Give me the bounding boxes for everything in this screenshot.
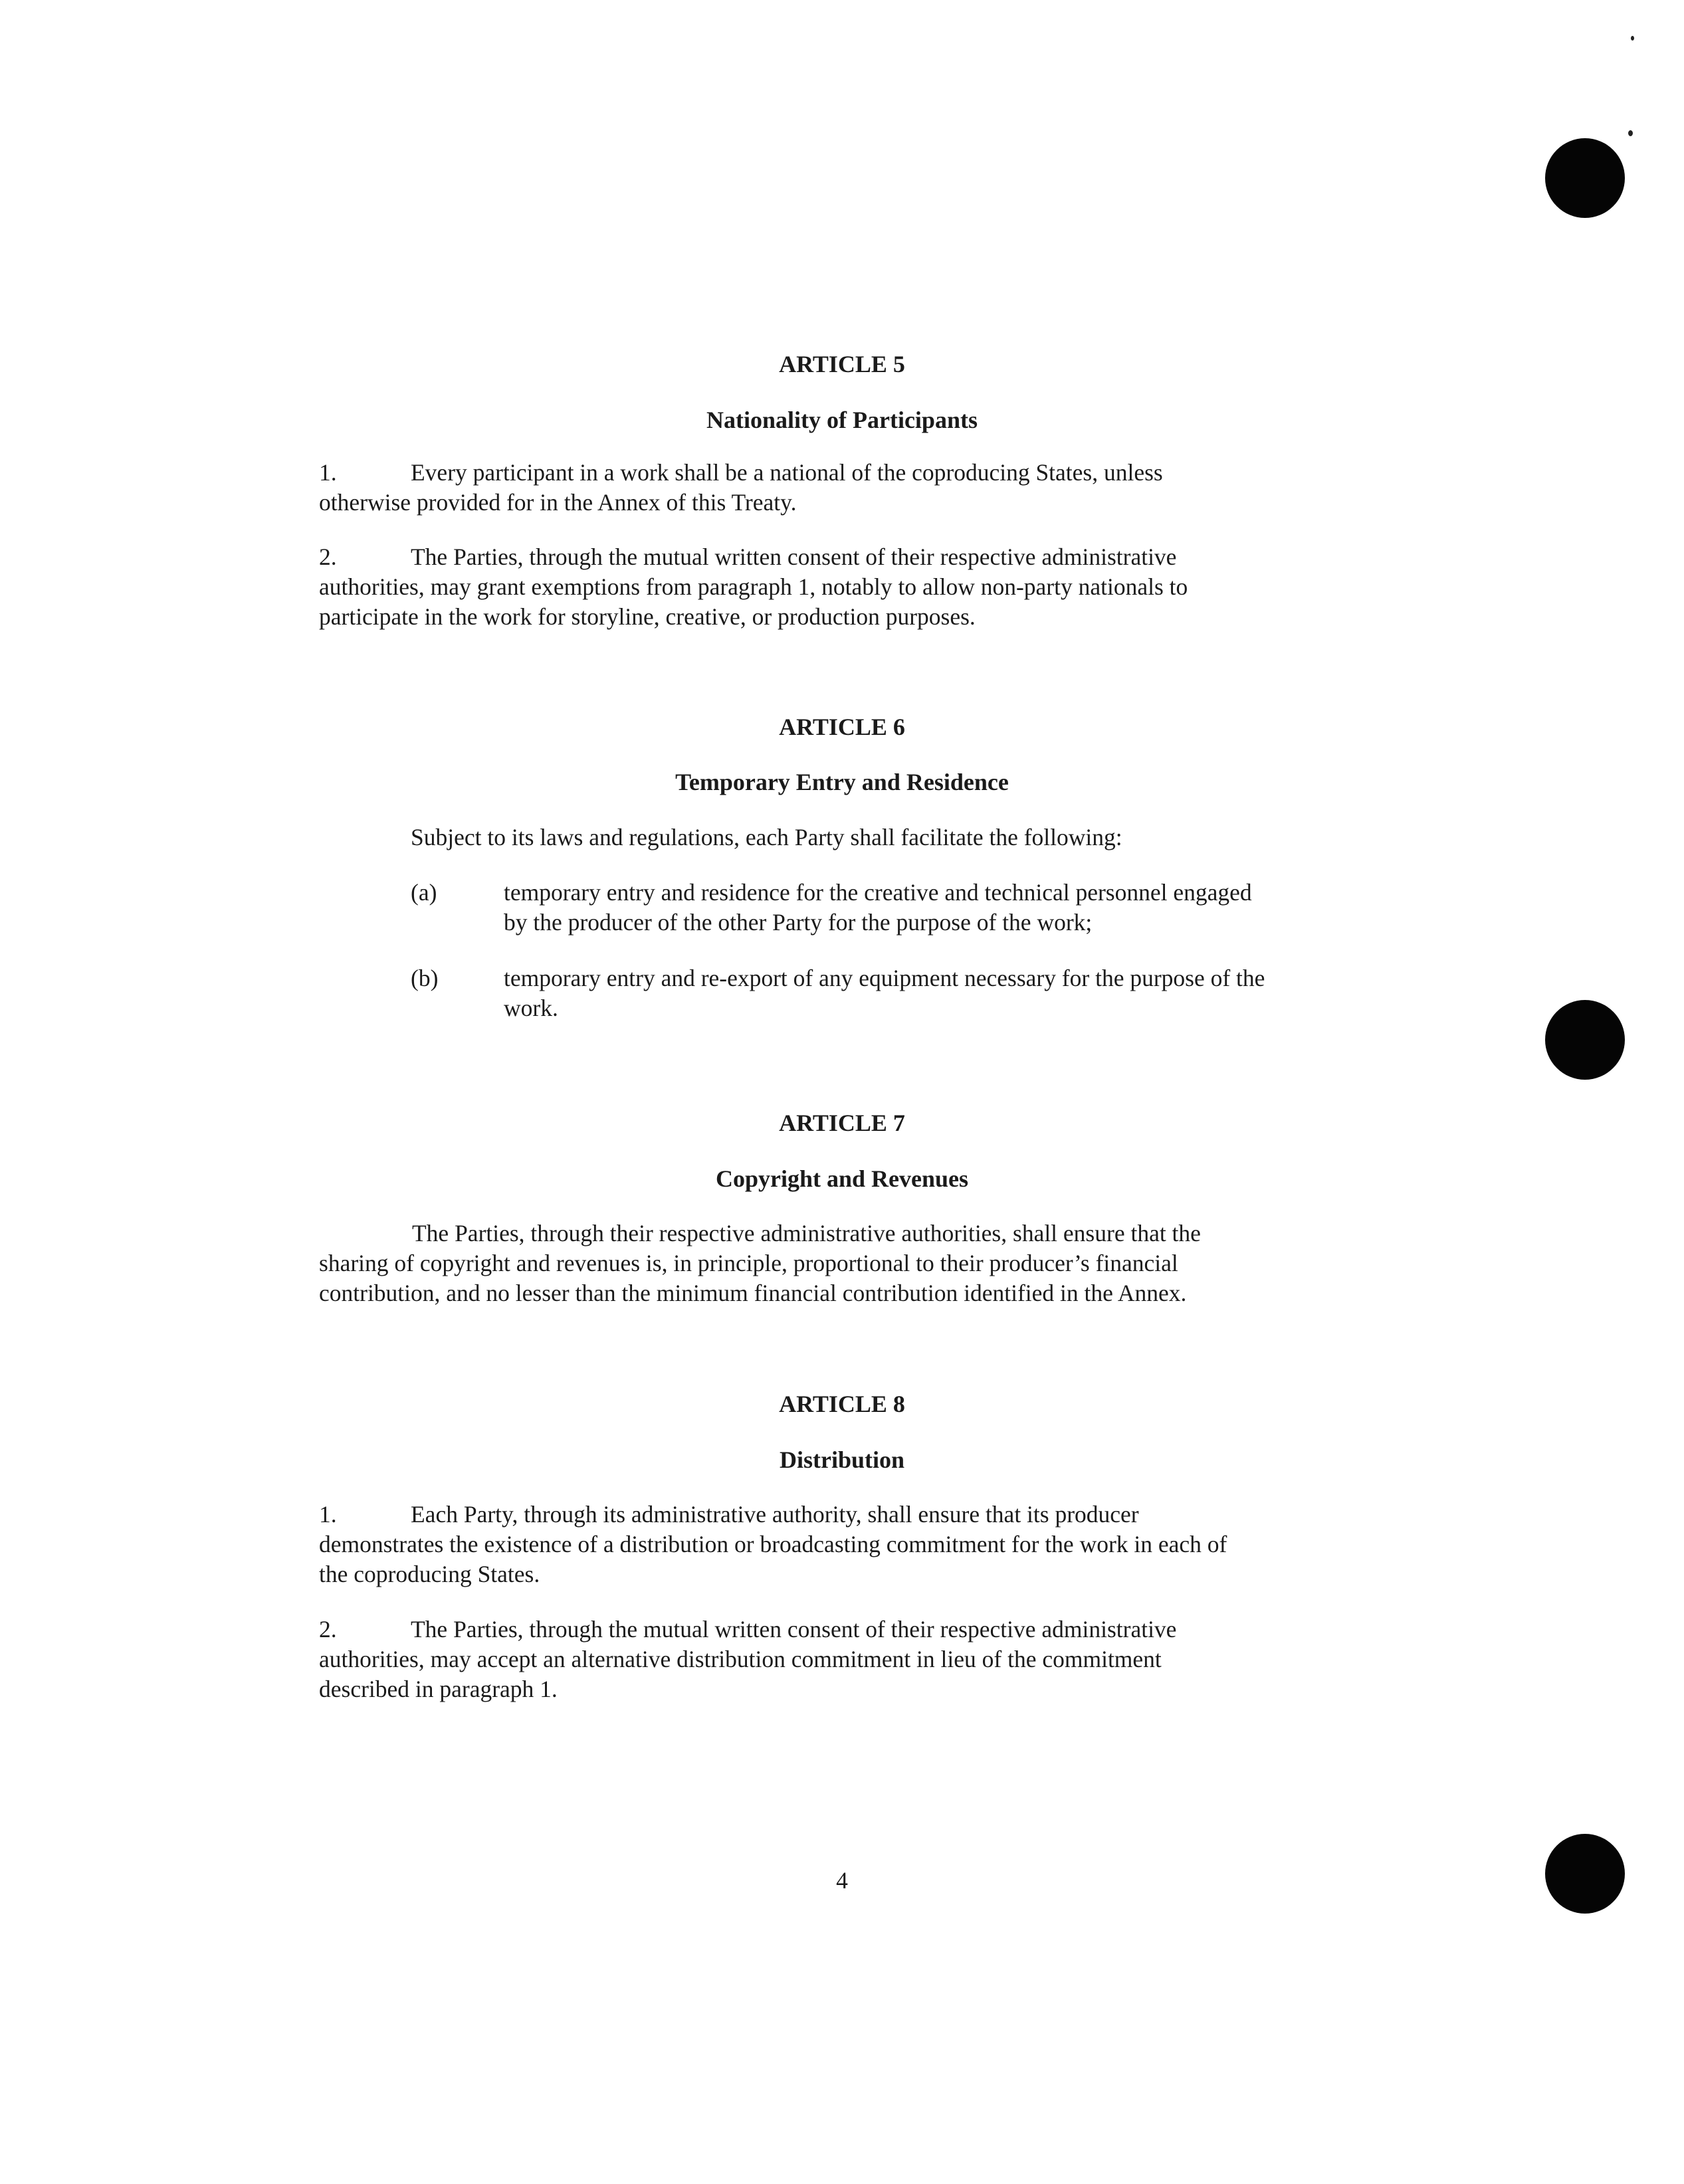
page-number: 4 [836,1867,848,1894]
item-text [504,878,1252,938]
article-6-item-a [411,878,1354,938]
article-5-paragraph-2 [319,542,1188,632]
item-line: temporary entry and residence for the creative and technical personnel engaged [504,879,1252,906]
article-7-body [319,1219,1201,1308]
paragraph-number: 1. [319,459,337,486]
paragraph-number: 2. [319,1616,337,1642]
paragraph-line: described in paragraph 1. [319,1676,558,1702]
article-6-heading: ARTICLE 6 [779,714,905,740]
article-5-paragraph-1 [319,458,1163,518]
paragraph-line: demonstrates the existence of a distribution or broadcasting commitment for the work in each of [319,1531,1227,1557]
paragraph-line: The Parties, through their respective administrative authorities, shall ensure that the [412,1220,1201,1246]
article-5-title: Nationality of Participants [706,407,978,433]
item-label: (b) [411,965,439,991]
paragraph-line: otherwise provided for in the Annex of this Treaty. [319,489,797,516]
paragraph-line: The Parties, through the mutual written consent of their respective administrative [411,544,1177,570]
article-7-heading: ARTICLE 7 [779,1110,905,1136]
article-8-heading: ARTICLE 8 [779,1391,905,1417]
item-line: by the producer of the other Party for the purpose of the work; [504,909,1093,936]
article-8-paragraph-1 [319,1500,1227,1589]
punch-hole-top [1545,138,1625,218]
paragraph-number: 1. [319,1501,337,1528]
paragraph-line: the coproducing States. [319,1561,540,1587]
paragraph-line: contribution, and no lesser than the minimum financial contribution identified in the Annex. [319,1280,1187,1306]
article-6-title: Temporary Entry and Residence [675,769,1009,795]
article-5-heading: ARTICLE 5 [779,351,905,377]
item-text [504,963,1265,1023]
scan-speck [1628,130,1633,136]
item-line: temporary entry and re-export of any equipment necessary for the purpose of the [504,965,1265,991]
article-6-intro: Subject to its laws and regulations, each Party shall facilitate the following: [411,824,1122,850]
article-7-title: Copyright and Revenues [715,1165,969,1192]
item-label: (a) [411,879,437,906]
paragraph-line: authorities, may grant exemptions from paragraph 1, notably to allow non-party nationals to [319,573,1188,600]
punch-hole-middle [1545,1000,1625,1080]
paragraph-line: authorities, may accept an alternative distribution commitment in lieu of the commitment [319,1646,1162,1672]
paragraph-line: Each Party, through its administrative authority, shall ensure that its producer [411,1501,1139,1528]
article-6-item-b [411,963,1354,1023]
paragraph-line: participate in the work for storyline, creative, or production purposes. [319,603,976,630]
scan-speck [1631,36,1634,41]
paragraph-line: The Parties, through the mutual written consent of their respective administrative [411,1616,1177,1642]
item-line: work. [504,995,558,1021]
paragraph-number: 2. [319,544,337,570]
article-8-paragraph-2 [319,1615,1176,1704]
paragraph-line: sharing of copyright and revenues is, in principle, proportional to their producer’s financial [319,1250,1178,1276]
paragraph-line: Every participant in a work shall be a national of the coproducing States, unless [411,459,1163,486]
article-8-title: Distribution [779,1446,905,1473]
